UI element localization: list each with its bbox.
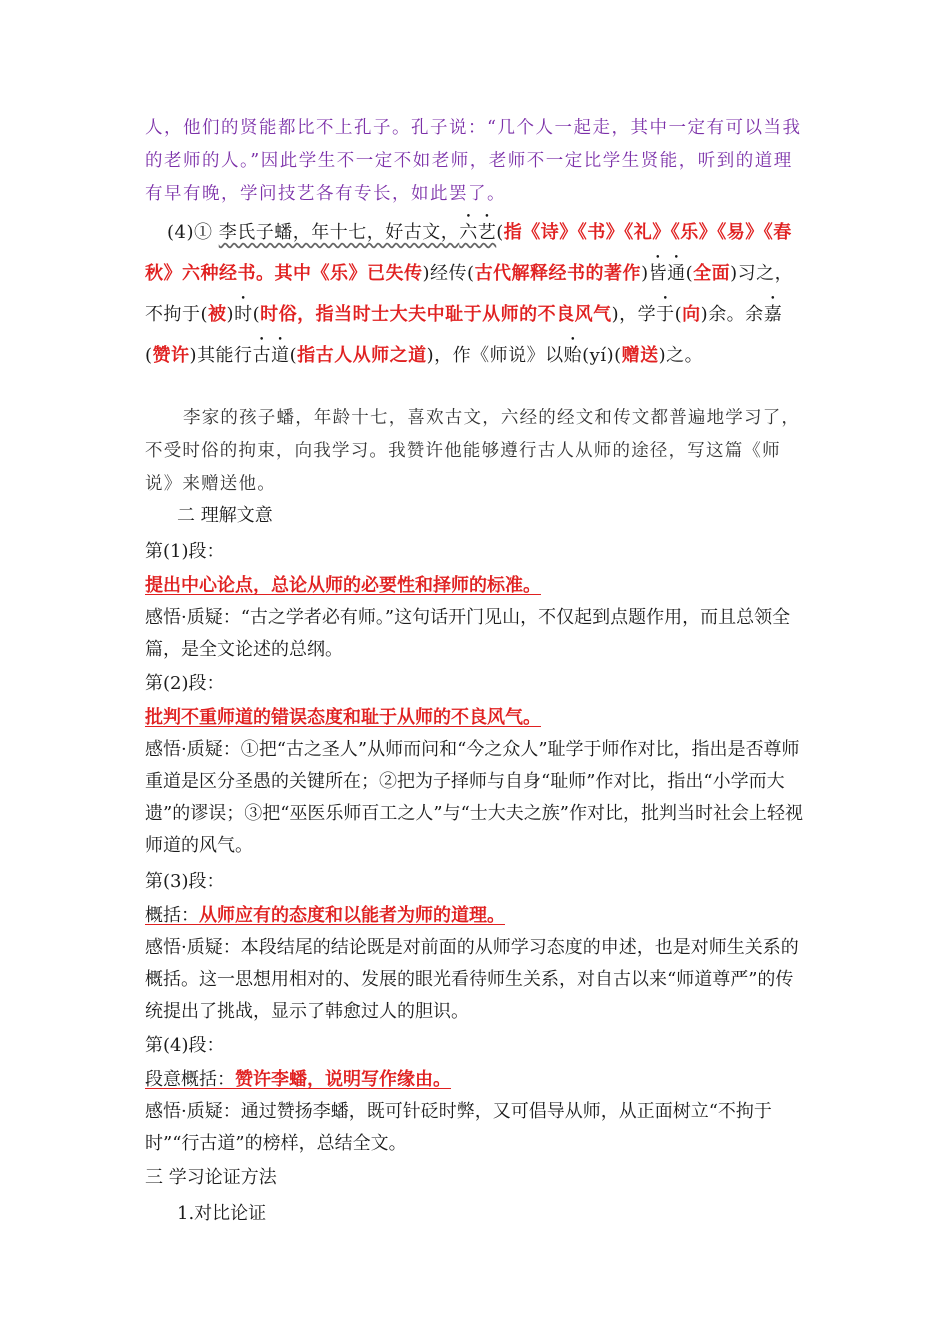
para-number: (4): [167, 222, 194, 243]
section-heading-3: 三 学习论证方法: [145, 1167, 277, 1188]
annotation: 指《诗》《书》《礼》《乐》《易》《春秋》六种经书。其中《乐》已失传: [145, 222, 792, 284]
paragraph-4-summary-line: [145, 1064, 807, 1096]
text-segment: 经传: [430, 263, 468, 284]
text-segment: 余。余: [708, 304, 764, 325]
paragraph-1-comment: 感悟·质疑：“古之学者必有师。”这句话开门见山，不仅起到点题作用，而且总领全篇，是全文论述的总纲。: [145, 607, 791, 660]
text-segment: 李氏子蟠，年十七，好古文，: [218, 222, 460, 243]
text-segment: 习之，不拘于: [145, 263, 794, 325]
paragraph-4-label: 第(4)段：: [145, 1035, 225, 1056]
paragraph-2-comment: 感悟·质疑：①把“古之圣人”从师而问和“今之众人”耻学于师作对比，指出是否尊师重道是区分圣愚的关键所在；②把为子择师与自身“耻师”作对比，指出“小学而大遗”的谬误；③把“巫医乐师百工之人”与“士大夫之族”作对比，批判当时社会上轻视师道的风气。: [145, 739, 804, 856]
annotation: 全面: [693, 263, 731, 284]
annotation: 向: [682, 304, 701, 325]
annotation: 古代解释经书的著作: [474, 263, 642, 284]
annotation: 被: [208, 304, 227, 325]
text-segment: ，作《师说》以: [434, 345, 564, 366]
text-segment: 之。: [666, 345, 704, 366]
paragraph-3-comment: 感悟·质疑：本段结尾的结论既是对前面的从师学习态度的申述，也是对师生关系的概括。这一思想用相对的、发展的眼光看待师生关系，对自古以来“师道尊严”的传统提出了挑战，显示了韩愈过人的胆识。: [145, 937, 799, 1022]
paragraph-1-summary: 提出中心论点，总论从师的必要性和择师的标准。: [145, 575, 541, 596]
paragraph-3-summary: 从师应有的态度和以能者为师的道理。: [199, 905, 505, 926]
section-heading-2: 二 理解文意: [177, 505, 273, 526]
emphasized-word: 于: [656, 304, 675, 325]
emphasized-word: 贻: [563, 345, 583, 366]
list-item-contrast-argument: 1.对比论证: [177, 1203, 267, 1224]
paragraph-1-label: 第(1)段：: [145, 541, 225, 562]
pinyin: (yí): [582, 345, 615, 366]
translation-paragraph-3: 人，他们的贤能都比不上孔子。孔子说：“几个人一起走，其中一定有可以当我的老师的人。”因此学生不一定不如老师，老师不一定比学生贤能，听到的道理有早有晚，学问技艺各有专长，如此罢了。: [145, 118, 802, 204]
emphasized-word: 六艺: [459, 222, 497, 243]
summary-prefix: 概括：: [145, 905, 199, 926]
paragraph-2-label: 第(2)段：: [145, 673, 225, 694]
text-segment: ，学: [619, 304, 657, 325]
emphasized-word: 皆通: [648, 263, 686, 284]
annotation: 指古人从师之道: [297, 345, 427, 366]
translation-paragraph-4: 李家的孩子蟠，年龄十七，喜欢古文，六经的经文和传文都普遍地学习了，不受时俗的拘束，向我学习。我赞许他能够遵行古人从师的途径，写这篇《师说》来赠送他。: [145, 408, 801, 494]
emphasized-word: 古道: [252, 345, 290, 366]
paragraph-3-label: 第(3)段：: [145, 871, 225, 892]
annotation: 时俗，指当时士大夫中耻于从师的不良风气: [260, 304, 612, 325]
annotation: 赞许: [152, 345, 190, 366]
paragraph-2-summary: 批判不重师道的错误态度和耻于从师的不良风气。: [145, 707, 541, 728]
paragraph-4-comment: 感悟·质疑：通过赞扬李蟠，既可针砭时弊，又可倡导从师，从正面树立“不拘于时”“行古道”的榜样，总结全文。: [145, 1101, 772, 1154]
annotation: 赠送: [621, 345, 659, 366]
paragraph-4-annotated: (4)① 李氏子蟠，年十七，好古文，六艺(指《诗》《书》《礼》《乐》《易》《春秋》六种经书。其中《乐》已失传)经传(古代解释经书的著作)皆通(全面)习之，不拘于(被)时(时俗，指当时士大夫中耻于从师的不良风气)，学于(向)余。余嘉(赞许)其能行古道(指古人从师之道)，作《师说》以贻(yí)(赠送)之。: [145, 222, 794, 366]
paragraph-3-summary-line: [145, 900, 807, 932]
summary-prefix: 段意概括：: [145, 1069, 235, 1090]
text-segment: 其能行: [197, 345, 253, 366]
emphasized-word: 嘉: [763, 304, 783, 325]
emphasized-word: 时: [234, 304, 253, 325]
paragraph-4-summary: 赞许李蟠，说明写作缘由。: [235, 1069, 451, 1090]
sentence-number: ①: [194, 222, 213, 243]
